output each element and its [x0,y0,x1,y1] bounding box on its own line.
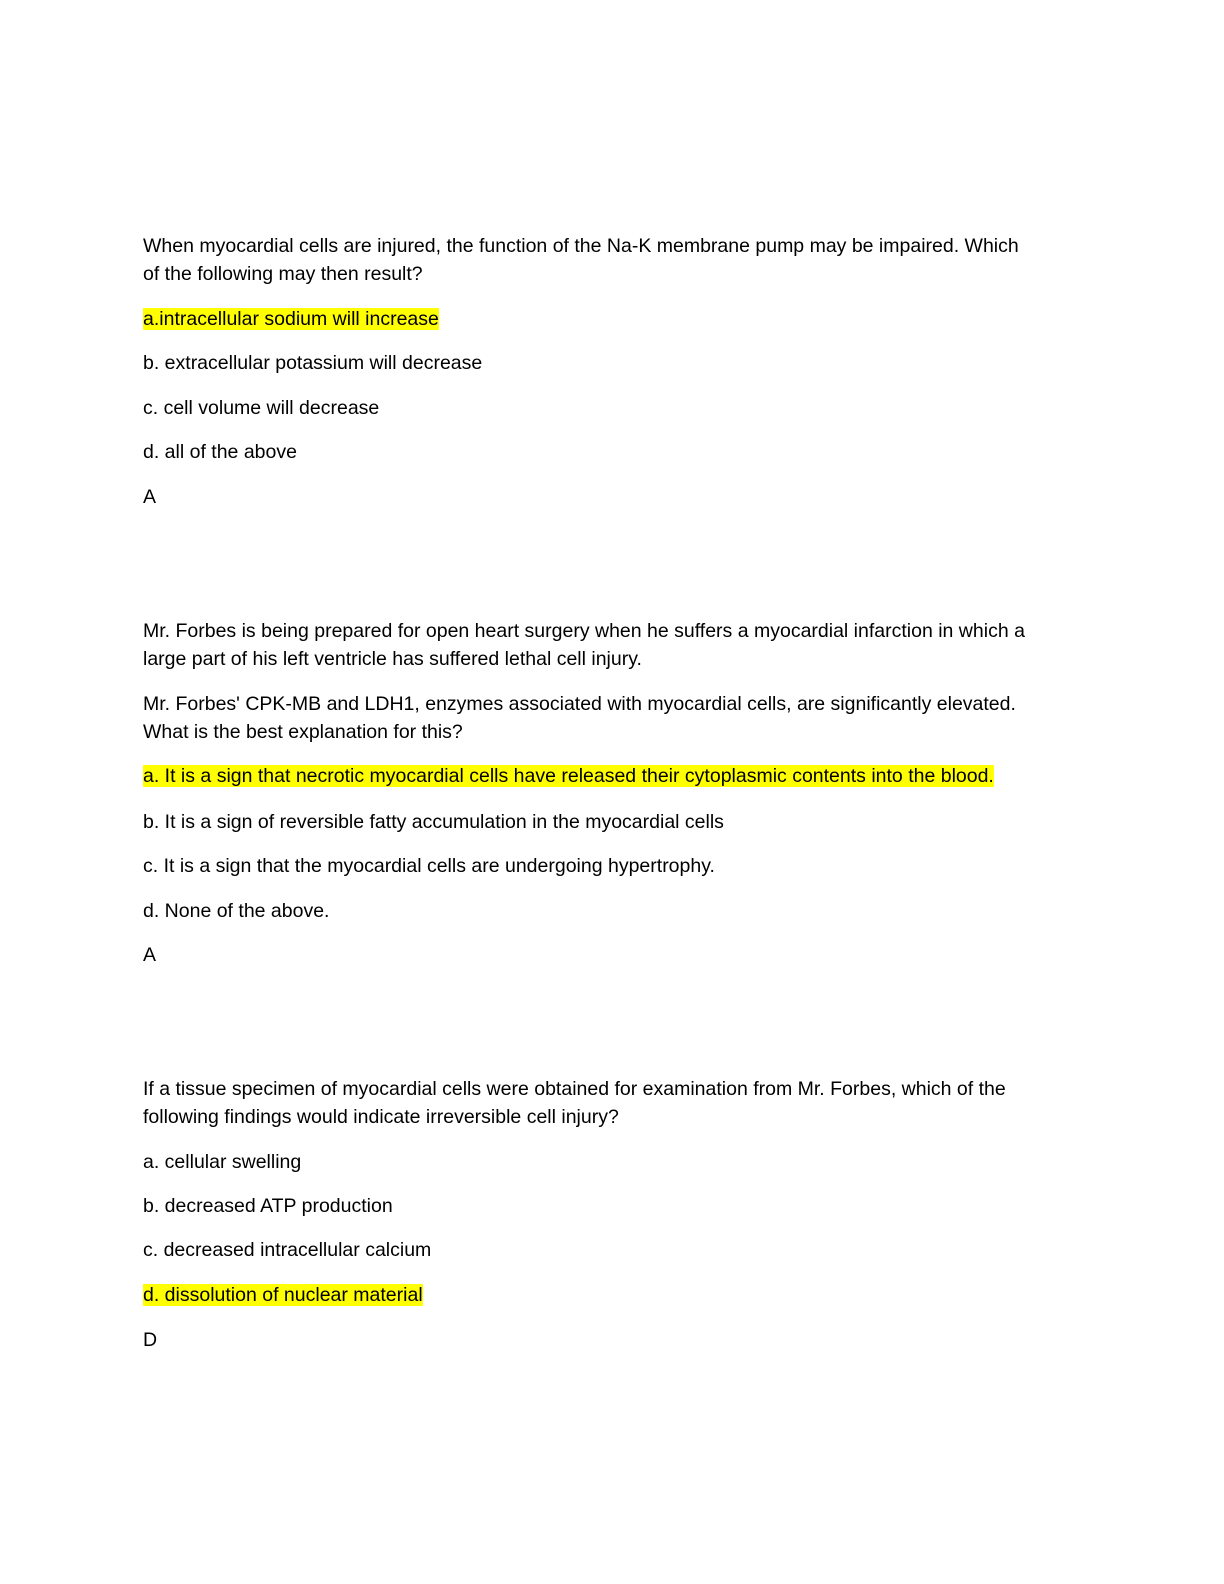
question-1-answer [143,483,1083,511]
question-3-option-d-text: d. dissolution of nuclear material [143,1284,423,1306]
question-2-option-b [143,808,1083,836]
question-3-option-a [143,1148,1083,1176]
question-3-stem-line-2: following findings would indicate irreversible cell injury? [143,1106,619,1128]
question-1-option-d [143,438,1083,466]
question-3-option-c-text: c. decreased intracellular calcium [143,1239,432,1261]
question-2-option-b-text: b. It is a sign of reversible fatty accumulation in the myocardial cells [143,811,724,833]
question-1-stem-line-2: of the following may then result? [143,263,423,285]
question-1-option-b-text: b. extracellular potassium will decrease [143,352,483,374]
question-2-answer [143,941,1083,969]
question-1-option-c [143,394,1083,422]
question-3-option-c [143,1236,1083,1264]
question-3-option-b-text: b. decreased ATP production [143,1195,393,1217]
question-2-stem-continued [143,690,1083,746]
question-2-answer-text: A [143,944,157,966]
question-1-option-b [143,349,1083,377]
question-2-option-c [143,852,1083,880]
question-2-option-d [143,897,1083,925]
question-3-answer [143,1326,1083,1354]
question-3-option-b [143,1192,1083,1220]
question-3-option-a-text: a. cellular swelling [143,1151,302,1173]
question-2-option-d-text: d. None of the above. [143,900,330,922]
question-2-option-a [143,762,1083,790]
question-1-stem [143,232,1083,288]
question-2-stem2-line-2: What is the best explanation for this? [143,721,463,743]
question-1-answer-text: A [143,486,157,508]
question-1-stem-line-1: When myocardial cells are injured, the function of the Na-K membrane pump may be impaired. Which [143,235,1019,257]
question-3-stem-line-1: If a tissue specimen of myocardial cells were obtained for examination from Mr. Forbes, which of the [143,1078,1006,1100]
question-1-option-d-text: d. all of the above [143,441,297,463]
question-1-option-a [143,305,1083,333]
question-3-answer-text: D [143,1329,158,1351]
question-1-option-c-text: c. cell volume will decrease [143,397,380,419]
question-2-stem2-line-1: Mr. Forbes' CPK-MB and LDH1, enzymes associated with myocardial cells, are significantly elevated. [143,693,1016,715]
question-2-stem-line-1: Mr. Forbes is being prepared for open heart surgery when he suffers a myocardial infarction in which a [143,620,1025,642]
question-2-stem [143,617,1083,673]
question-3-stem [143,1075,1083,1131]
question-3-option-d [143,1281,1083,1309]
question-2-stem-line-2: large part of his left ventricle has suffered lethal cell injury. [143,648,642,670]
question-2-option-a-text: a. It is a sign that necrotic myocardial cells have released their cytoplasmic contents into the blood. [143,765,994,787]
question-2-option-c-text: c. It is a sign that the myocardial cells are undergoing hypertrophy. [143,855,715,877]
question-1-option-a-text: a.intracellular sodium will increase [143,308,439,330]
